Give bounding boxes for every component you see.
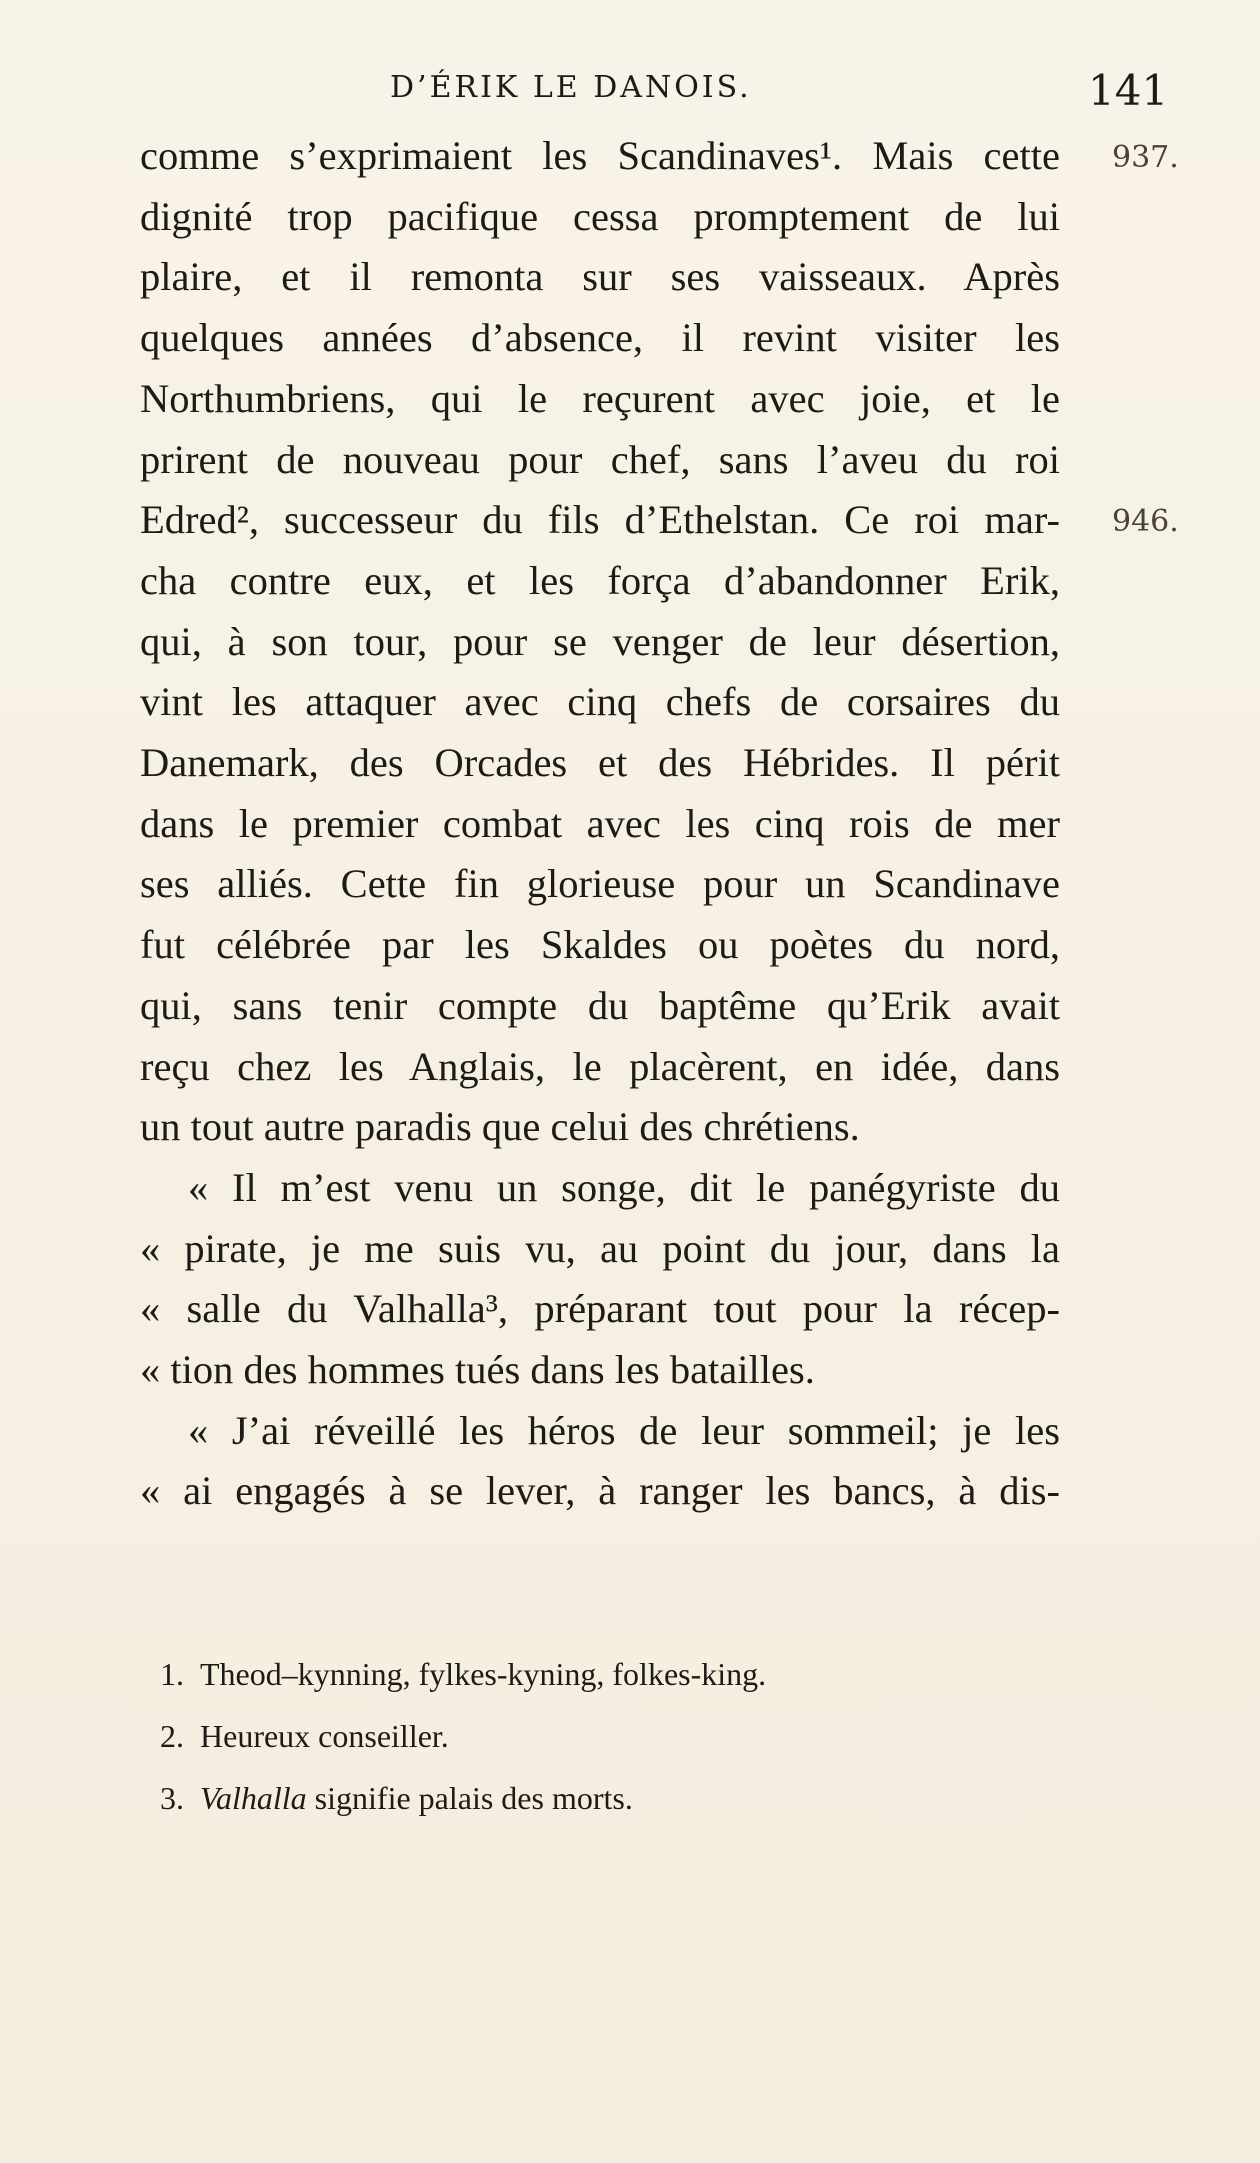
text-line: « ai engagés à se lever, à ranger les bancs, à dis-	[140, 1468, 1060, 1514]
margin-date-946: 946.	[1112, 504, 1179, 539]
margin-date-937: 937.	[1112, 140, 1179, 175]
text-line: Northumbriens, qui le reçurent avec joie, et le	[140, 375, 1060, 421]
footnote-number: 2.	[160, 1718, 184, 1754]
text-line: qui, sans tenir compte du baptême qu’Erik avait	[140, 982, 1060, 1028]
text-line: Edred², successeur du fils d’Ethelstan. Ce roi mar-	[140, 497, 1060, 543]
text-line: fut célébrée par les Skaldes ou poètes du nord,	[140, 922, 1060, 968]
text-line: comme s’exprimaient les Scandinaves¹. Mais cette	[140, 133, 1060, 178]
text-line: Danemark, des Orcades et des Hébrides. Il périt	[140, 740, 1060, 786]
text-line: dans le premier combat avec les cinq rois de mer	[140, 800, 1060, 846]
footnotes	[160, 1643, 1060, 1829]
footnote-2	[160, 1705, 1060, 1767]
text-line: dignité trop pacifique cessa promptement de lui	[140, 193, 1060, 239]
footnote-number: 3.	[160, 1780, 184, 1816]
text-line: « salle du Valhalla³, préparant tout pour la récep-	[140, 1286, 1060, 1332]
text-line: ses alliés. Cette fin glorieuse pour un Scandinave	[140, 861, 1060, 907]
footnote-text: Heureux conseiller.	[200, 1718, 449, 1754]
footnote-1	[160, 1643, 1060, 1705]
text-line: prirent de nouveau pour chef, sans l’aveu du roi	[140, 436, 1060, 482]
page-number: 141	[1088, 66, 1169, 115]
footnote-number: 1.	[160, 1656, 184, 1692]
text-line: « Il m’est venu un songe, dit le panégyriste du	[188, 1164, 1060, 1210]
text-line: « tion des hommes tués dans les batailles.	[140, 1347, 815, 1393]
text-line: vint les attaquer avec cinq chefs de corsaires du	[140, 679, 1060, 725]
main-text	[140, 126, 1060, 1522]
text-line: reçu chez les Anglais, le placèrent, en idée, dans	[140, 1043, 1060, 1089]
footnote-text: signifie palais des morts.	[306, 1780, 633, 1816]
text-line: un tout autre paradis que celui des chrétiens.	[140, 1104, 860, 1150]
running-title: D’ÉRIK LE DANOIS.	[390, 70, 752, 105]
text-line: qui, à son tour, pour se venger de leur désertion,	[140, 618, 1060, 664]
text-line: « J’ai réveillé les héros de leur sommeil; je les	[188, 1407, 1060, 1453]
footnote-text: Theod–kynning, fylkes-kyning, folkes-king.	[200, 1656, 767, 1692]
text-line: cha contre eux, et les força d’abandonner Erik,	[140, 557, 1060, 603]
text-line: quelques années d’absence, il revint visiter les	[140, 315, 1060, 361]
text-line: « pirate, je me suis vu, au point du jour, dans la	[140, 1225, 1060, 1271]
footnote-3	[160, 1767, 1060, 1829]
text-line: plaire, et il remonta sur ses vaisseaux. Après	[140, 254, 1060, 300]
footnote-italic-term: Valhalla	[200, 1780, 307, 1816]
